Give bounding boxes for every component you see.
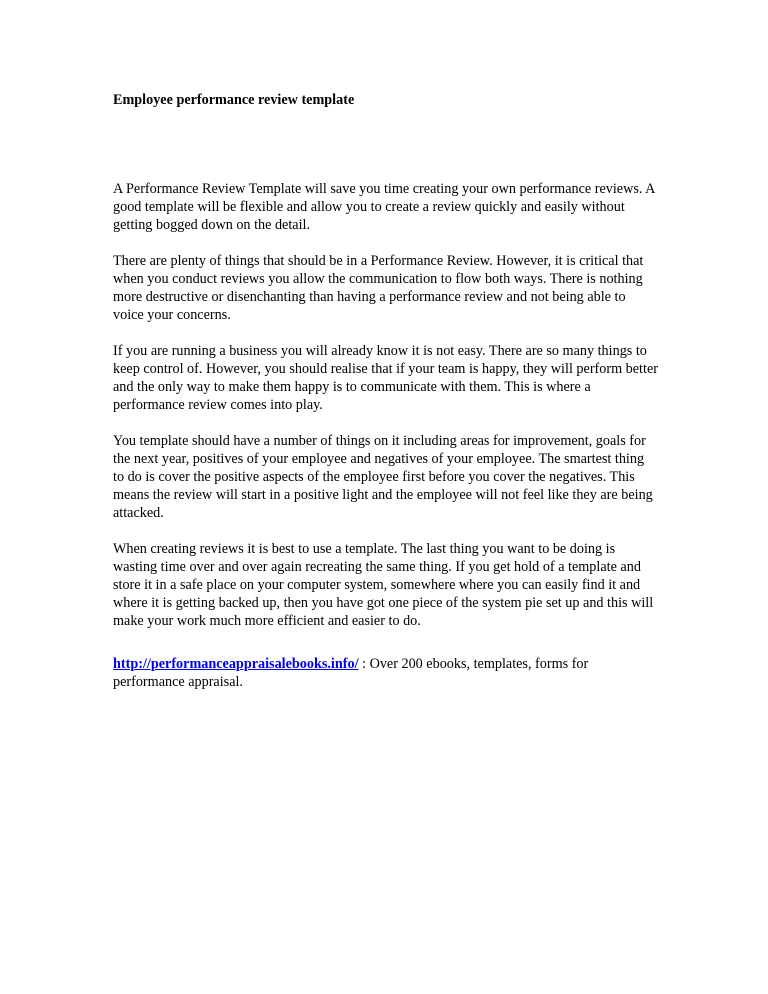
paragraph-1: A Performance Review Template will save you time creating your own performance reviews. A good template will be flexible and allow you to create a review quickly and easily without getting bogged down on the detail. (113, 181, 655, 233)
paragraph-2: There are plenty of things that should be in a Performance Review. However, it is critical that when you conduct reviews you allow the communication to flow both ways. There is nothing more destructive or disenchanting than having a performance review and not being able to voice your concerns. (113, 253, 644, 323)
footer-link-paragraph (113, 655, 658, 691)
ebooks-link[interactable]: http://performanceappraisalebooks.info/ (113, 656, 359, 672)
document-body (113, 91, 658, 691)
paragraph-5: When creating reviews it is best to use a template. The last thing you want to be doing is wasting time over and over again recreating the same thing. If you get hold of a template and store it in a safe place on your computer system, somewhere where you can easily find it and where it is getting backed up, then you have got one piece of the system pie set up and this will make your work much more efficient and easier to do. (113, 541, 654, 629)
paragraph-3: If you are running a business you will already know it is not easy. There are so many things to keep control of. However, you should realise that if your team is happy, they will perform better and the only way to make them happy is to communicate with them. This is where a performance review comes into play. (113, 343, 658, 413)
paragraph-4: You template should have a number of things on it including areas for improvement, goals for the next year, positives of your employee and negatives of your employee. The smartest thing to do is cover the positive aspects of the employee first before you cover the negatives. This means the review will start in a positive light and the employee will not feel like they are being attacked. (113, 433, 653, 521)
document-title: Employee performance review template (113, 92, 355, 108)
footer-link-description: : Over 200 ebooks, templates, forms for performance appraisal. (113, 656, 589, 690)
